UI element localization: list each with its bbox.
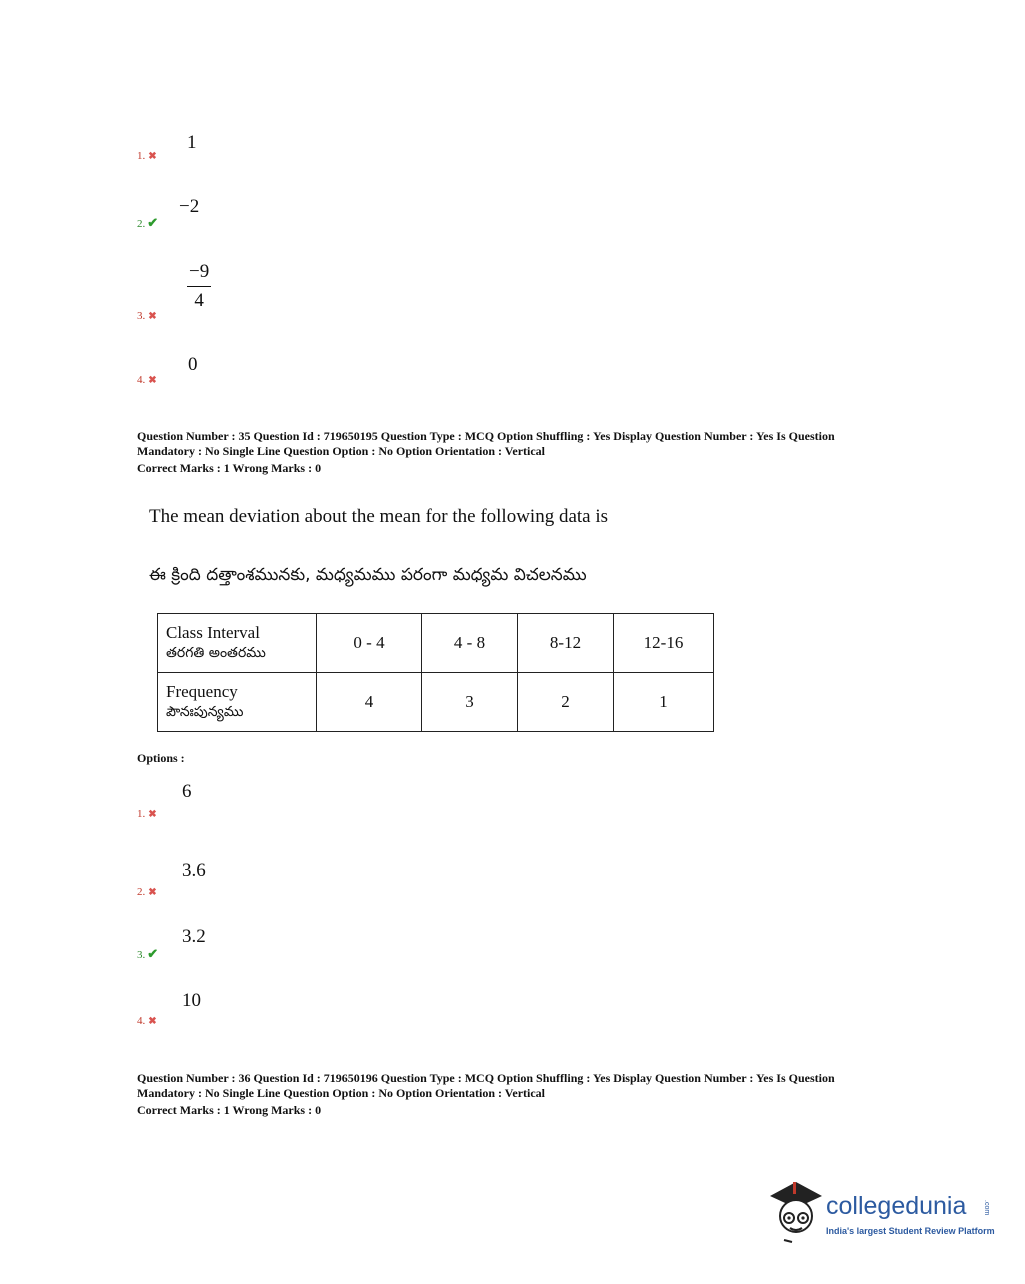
fraction-denominator: 4 xyxy=(194,290,204,311)
cross-icon: ✖ xyxy=(148,1016,157,1027)
option-number: 4. xyxy=(137,1015,146,1027)
prev-option-2-number xyxy=(137,217,158,230)
prev-option-1-value: 1 xyxy=(187,132,197,153)
question-text-telugu: ఈ క్రింది దత్తాంశమునకు, మధ్యమము పరంగా మధ్యమ విచలనము xyxy=(149,565,587,585)
check-icon: ✔ xyxy=(147,946,159,961)
class-interval-label-en: Class Interval xyxy=(166,623,260,642)
table-row xyxy=(158,673,714,732)
meta-line-1: Question Number : 36 Question Id : 719650196 Question Type : MCQ Option Shuffling : Yes Display Question Number : Yes Is Question xyxy=(137,1071,835,1085)
brand-tagline: India's largest Student Review Platform xyxy=(826,1226,995,1236)
question-text-english: The mean deviation about the mean for the following data is xyxy=(149,506,609,527)
meta-line-1: Question Number : 35 Question Id : 719650195 Question Type : MCQ Option Shuffling : Yes Display Question Number : Yes Is Question xyxy=(137,429,835,443)
cross-icon: ✖ xyxy=(148,151,157,162)
interval-cell: 4 - 8 xyxy=(422,614,518,673)
class-interval-label-te: తరగతి అంతరము xyxy=(166,645,266,661)
prev-option-4-value: 0 xyxy=(188,354,198,375)
interval-cell: 0 - 4 xyxy=(317,614,422,673)
option-4-number xyxy=(137,1015,157,1028)
meta-line-3: Correct Marks : 1 Wrong Marks : 0 xyxy=(137,461,322,475)
meta-line-3: Correct Marks : 1 Wrong Marks : 0 xyxy=(137,1103,322,1117)
cross-icon: ✖ xyxy=(148,311,157,322)
options-label: Options : xyxy=(137,751,185,765)
mascot-icon xyxy=(766,1178,826,1246)
frequency-table xyxy=(157,613,714,732)
option-number: 3. xyxy=(137,949,146,961)
brand-com: .com xyxy=(983,1200,990,1216)
option-2-number xyxy=(137,886,157,899)
frequency-label-te: పౌనఃపున్యము xyxy=(166,704,244,720)
question-35-meta xyxy=(137,429,907,476)
cross-icon: ✖ xyxy=(148,375,157,386)
prev-option-3-fraction xyxy=(187,261,211,312)
interval-cell: 12-16 xyxy=(614,614,714,673)
question-36-meta xyxy=(137,1071,907,1118)
prev-option-1-number xyxy=(137,150,157,163)
meta-line-2: Mandatory : No Single Line Question Option : No Option Orientation : Vertical xyxy=(137,1086,546,1100)
meta-line-2: Mandatory : No Single Line Question Option : No Option Orientation : Vertical xyxy=(137,444,546,458)
option-1-number xyxy=(137,808,157,821)
option-1-value: 6 xyxy=(182,781,192,802)
fraction-numerator: −9 xyxy=(187,261,211,287)
cross-icon: ✖ xyxy=(148,887,157,898)
option-number: 1. xyxy=(137,150,146,162)
frequency-cell: 4 xyxy=(317,673,422,732)
frequency-cell: 1 xyxy=(614,673,714,732)
cross-icon: ✖ xyxy=(148,809,157,820)
frequency-cell: 3 xyxy=(422,673,518,732)
option-number: 4. xyxy=(137,374,146,386)
interval-cell: 8-12 xyxy=(518,614,614,673)
option-2-value: 3.6 xyxy=(182,860,206,881)
frequency-cell: 2 xyxy=(518,673,614,732)
table-row xyxy=(158,614,714,673)
class-interval-header xyxy=(158,614,317,673)
option-3-number xyxy=(137,948,158,961)
collegedunia-logo xyxy=(766,1178,996,1248)
brand-name: collegedunia xyxy=(826,1192,967,1220)
check-icon: ✔ xyxy=(147,215,159,230)
frequency-header xyxy=(158,673,317,732)
option-3-value: 3.2 xyxy=(182,926,206,947)
prev-option-3-number xyxy=(137,310,157,323)
option-number: 1. xyxy=(137,808,146,820)
option-number: 2. xyxy=(137,218,146,230)
frequency-label-en: Frequency xyxy=(166,682,238,701)
option-number: 2. xyxy=(137,886,146,898)
prev-option-2-value: −2 xyxy=(179,196,200,217)
option-number: 3. xyxy=(137,310,146,322)
option-4-value: 10 xyxy=(182,990,201,1011)
prev-option-4-number xyxy=(137,374,157,387)
